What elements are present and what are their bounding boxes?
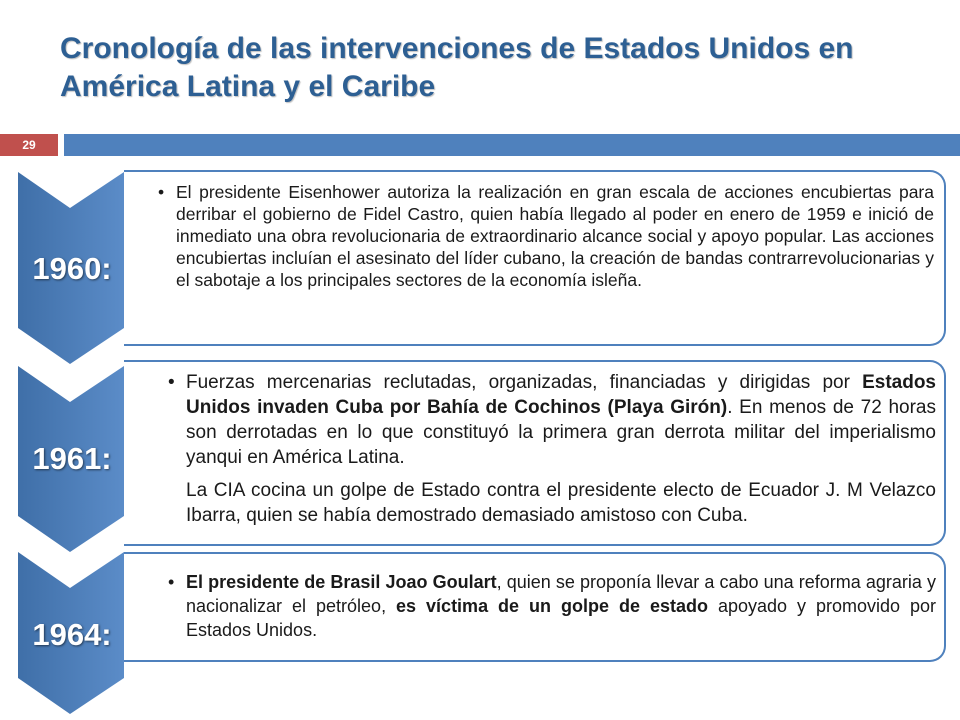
year-label-1961: 1961: bbox=[32, 441, 112, 476]
entry-paragraph-1961: La CIA cocina un golpe de Estado contra el presidente electo de Ecuador J. M Velazco Ibarra, quien se había demostrado demasiado amistoso con Cuba. bbox=[186, 480, 936, 526]
entry-text-1960: • El presidente Eisenhower autoriza la realización en gran escala de acciones encubiertas para derribar el gobierno de Fidel Castro, quien había llegado al poder en enero de 1959 e inició de inmediato una obra revolucionaria de extraordinario alcance social y apoyo popular. Las acciones encubiertas incluían el asesinato del líder cubano, la creación de bandas contrarrevolucionarias y el sabotaje a los principales sectores de la economía isleña. bbox=[158, 182, 934, 290]
entry-text-1964: • El presidente de Brasil Joao Goulart, quien se proponía llevar a cabo una reforma agraria y nacionalizar el petróleo, es víctima de un golpe de estado apoyado y promovido por Estados Unidos. bbox=[168, 572, 937, 640]
bullet-glyph: • bbox=[168, 372, 175, 393]
year-label-1960: 1960: bbox=[32, 251, 112, 286]
entry-box-1961 bbox=[124, 360, 946, 546]
year-label-1964: 1964: bbox=[32, 617, 112, 652]
bold-phrase: Estados Unidos invaden Cuba por Bahía de Cochinos (Playa Girón) bbox=[186, 372, 936, 418]
slide-title: Cronología de las intervenciones de Estados Unidos en América Latina y el Caribe bbox=[60, 32, 854, 103]
entry-box-1960 bbox=[124, 170, 946, 346]
entry-text-1961: • Fuerzas mercenarias reclutadas, organizadas, financiadas y dirigidas por Estados Unidos invaden Cuba por Bahía de Cochinos (Playa Girón). En menos de 72 horas son derrotadas en lo que constituyó la primera gran derrota militar del imperialismo yanqui en América Latina. bbox=[168, 372, 936, 468]
bold-phrase: El presidente de Brasil Joao Goulart bbox=[186, 572, 497, 592]
bold-phrase: es víctima de un golpe de estado bbox=[396, 596, 708, 616]
bullet-glyph: • bbox=[168, 572, 175, 592]
page-number-badge: 29 bbox=[0, 134, 58, 156]
entry-box-1964 bbox=[124, 552, 946, 662]
bullet-glyph: • bbox=[158, 182, 165, 202]
